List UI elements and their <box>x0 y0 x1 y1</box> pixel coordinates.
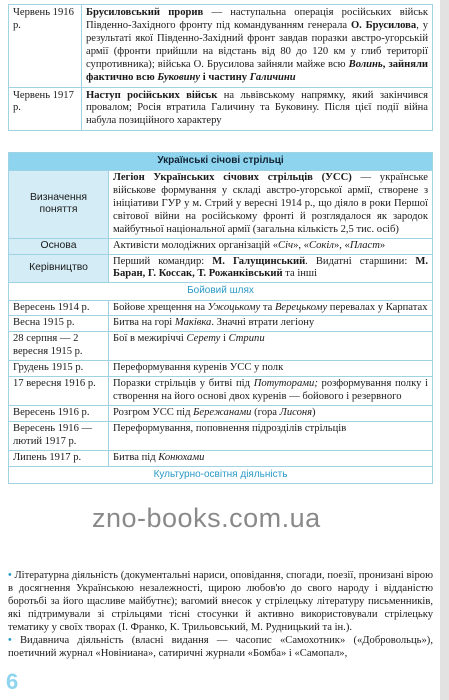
battle-date: Вересень 1914 р. <box>9 300 109 316</box>
page-number: 6 <box>6 669 19 694</box>
bullet-dot-icon: • <box>8 570 12 581</box>
culture-header: Культурно-освітня діяльність <box>9 466 433 483</box>
table-row <box>9 450 433 466</box>
leaders-label: Керівництво <box>9 254 109 283</box>
basis-label: Основа <box>9 238 109 254</box>
event-date: Червень 1916 р. <box>9 5 82 88</box>
battle-event: Переформування куренів УСС у полк <box>109 361 433 377</box>
table-row <box>9 377 433 406</box>
table-row <box>9 316 433 332</box>
table-row <box>9 421 433 450</box>
culture-header-row <box>9 466 433 483</box>
bullet-dot-icon: • <box>8 634 12 646</box>
table-row <box>9 300 433 316</box>
table-row <box>9 406 433 422</box>
culture-bullets <box>8 570 433 660</box>
basis-row <box>9 238 433 254</box>
leaders-row <box>9 254 433 283</box>
event-description: Брусиловський прорив — наступальна операція російських військ Південно-Західного фронту під командуванням генерала О. Брусилова, у результаті якої Південно-Західний фронт завдав поразки австро-угорській армії (фронти прийшли на відстань від 80 до 120 км у глиб території супротивника); війська О. Брусилова зайняли майже всю Волинь, зайняли фактично всю Буковину і частину Галичини <box>82 5 433 88</box>
page-edge-strip <box>440 0 449 700</box>
uss-table <box>8 152 433 484</box>
watermark: zno-books.com.ua <box>92 503 321 533</box>
table-row <box>9 361 433 377</box>
uss-header: Українські січові стрільці <box>9 153 433 171</box>
battle-date: Вересень 1916 — лютий 1917 р. <box>9 421 109 450</box>
uss-header-row <box>9 153 433 171</box>
battle-date: Грудень 1915 р. <box>9 361 109 377</box>
definition-text: Легіон Українських січових стрільців (УСС) — українське військове формування у складі австро-угорської армії, створене з ініціативи ГУР у м. Стрий у вересні 1914 р., що діяло в роки Першої світової війни на російському фронті й розглядалося як зародок майбутньої національної армії (загальна кількість 2,5 тис. осіб) <box>109 171 433 239</box>
battle-date: 17 вересня 1916 р. <box>9 377 109 406</box>
battle-path-header: Бойовий шлях <box>9 283 433 300</box>
events-table <box>8 4 433 131</box>
table-row <box>9 87 433 131</box>
battle-date: Вересень 1916 р. <box>9 406 109 422</box>
battle-event: Поразки стрільців у битві під Потуторами; розформування полку і створення на його основі двох куренів — бойового і резервного <box>109 377 433 406</box>
battle-date: 28 серпня — 2 вересня 1915 р. <box>9 332 109 361</box>
event-date: Червень 1917 р. <box>9 87 82 131</box>
battle-event: Битва на горі Маківка. Значні втрати легіону <box>109 316 433 332</box>
definition-row <box>9 171 433 239</box>
battle-header-row <box>9 283 433 300</box>
definition-label: Визначення поняття <box>9 171 109 239</box>
battle-event: Бойове хрещення на Ужоцькому та Верецькому перевалах у Карпатах <box>109 300 433 316</box>
battle-event: Переформування, поповнення підрозділів стрільців <box>109 421 433 450</box>
battle-date: Весна 1915 р. <box>9 316 109 332</box>
list-item: • Видавнича діяльність (власні видання — часопис «Самохотник» («Добровольць»), поетичний журнал «Новіниана», сатиричні журнали «Бомба» і «Самопал», <box>8 634 433 659</box>
table-row <box>9 332 433 361</box>
battle-event: Розгром УСС під Бережанами (гора Лисоня) <box>109 406 433 422</box>
basis-text: Активісти молодіжних організацій «Січ», «Сокіл», «Пласт» <box>109 238 433 254</box>
list-item: • Літературна діяльність (документальні нариси, оповідання, спогади, поезії, пронизані вірою в досягнення Українською незалежності, щирою любов'ю до свого народу і відданістю боротьбі за його щасливе майбутнє); вагомий внесок у стрілецьку літературу письменників, які підтримували зі стрільцями тісні стосунки й активно використовували стрілецьку тематику у своїх творах (І. Франко, К. Трильовський, М. Рудницький та ін.). <box>8 570 433 633</box>
leaders-text: Перший командир: М. Галущинський. Видатні старшини: М. Баран, Г. Коссак, Т. Рожанківський та інші <box>109 254 433 283</box>
battle-date: Липень 1917 р. <box>9 450 109 466</box>
table-row <box>9 5 433 88</box>
battle-event: Битва під Конюхами <box>109 450 433 466</box>
event-description: Наступ російських військ на львівському напрямку, який закінчився провалом; Росія втратила Галичину та Буковину. Після цієї події війна набула позиційного характеру <box>82 87 433 131</box>
battle-event: Бої в межиріччі Серету і Стрипи <box>109 332 433 361</box>
